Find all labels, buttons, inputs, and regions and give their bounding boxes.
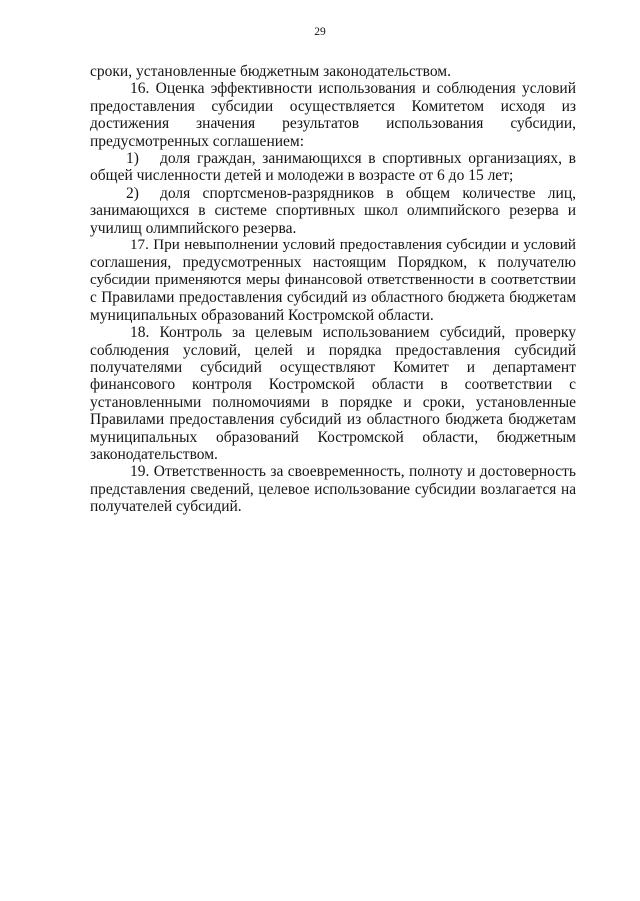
paragraph-15-end bbox=[90, 63, 576, 80]
text-line: общей численности детей и молодежи в возрасте от 6 до 15 лет; bbox=[90, 167, 514, 185]
list-item-1 bbox=[90, 150, 576, 185]
text-line: 17. При невыполнении условий предоставления субсидии и условий bbox=[130, 237, 576, 254]
text-line: финансового контроля Костромской области в соответствии с bbox=[90, 376, 576, 394]
text-line: занимающихся в системе спортивных школ олимпийского резерва и bbox=[90, 202, 576, 220]
text-line bbox=[90, 185, 576, 202]
text-line: Правилами предоставления субсидий из областного бюджета бюджетам bbox=[90, 411, 576, 429]
text-line: 19. Ответственность за своевременность, полноту и достоверность bbox=[130, 463, 576, 481]
paragraph-17 bbox=[90, 237, 576, 324]
paragraph-19 bbox=[90, 463, 576, 515]
text-line: училищ олимпийского резерва. bbox=[90, 219, 297, 237]
text-line: законодательством. bbox=[90, 445, 218, 463]
text-line: с Правилами предоставления субсидий из областного бюджета бюджетам bbox=[90, 289, 576, 307]
list-item-2 bbox=[90, 185, 576, 237]
document-body bbox=[90, 63, 576, 516]
paragraph-16 bbox=[90, 80, 576, 150]
list-item-text: доля граждан, занимающихся в спортивных организациях, в bbox=[160, 150, 576, 168]
text-line: предусмотренных соглашением: bbox=[90, 132, 305, 150]
text-line: сроки, установленные бюджетным законодательством. bbox=[90, 63, 451, 80]
text-line: 16. Оценка эффективности использования и соблюдения условий bbox=[130, 80, 576, 98]
text-line: установленными полномочиями в порядке и сроки, установленные bbox=[90, 393, 576, 411]
text-line: субсидии применяются меры финансовой ответственности в соответствии bbox=[90, 271, 576, 288]
list-item-number: 2) bbox=[126, 184, 139, 202]
text-line: 18. Контроль за целевым использованием субсидий, проверку bbox=[130, 324, 576, 342]
list-item-text: доля спортсменов-разрядников в общем количестве лиц, bbox=[160, 184, 576, 202]
text-line: соблюдения условий, целей и порядка предоставления субсидий bbox=[90, 341, 576, 359]
text-line: муниципальных образований Костромской области. bbox=[90, 306, 434, 324]
page-number: 29 bbox=[314, 26, 326, 38]
text-line: соглашения, предусмотренных настоящим Порядком, к получателю bbox=[90, 254, 576, 272]
text-line: достижения значения результатов использования субсидии, bbox=[90, 115, 576, 133]
text-line: получателями субсидий осуществляют Комитет и департамент bbox=[90, 358, 576, 376]
text-line bbox=[90, 150, 576, 167]
text-line: получателей субсидий. bbox=[90, 498, 242, 516]
list-item-number: 1) bbox=[126, 150, 139, 168]
text-line: предоставления субсидии осуществляется Комитетом исходя из bbox=[90, 97, 576, 115]
text-line: представления сведений, целевое использование субсидии возлагается на bbox=[90, 480, 576, 498]
paragraph-18 bbox=[90, 324, 576, 463]
text-line: муниципальных образований Костромской области, бюджетным bbox=[90, 428, 576, 446]
